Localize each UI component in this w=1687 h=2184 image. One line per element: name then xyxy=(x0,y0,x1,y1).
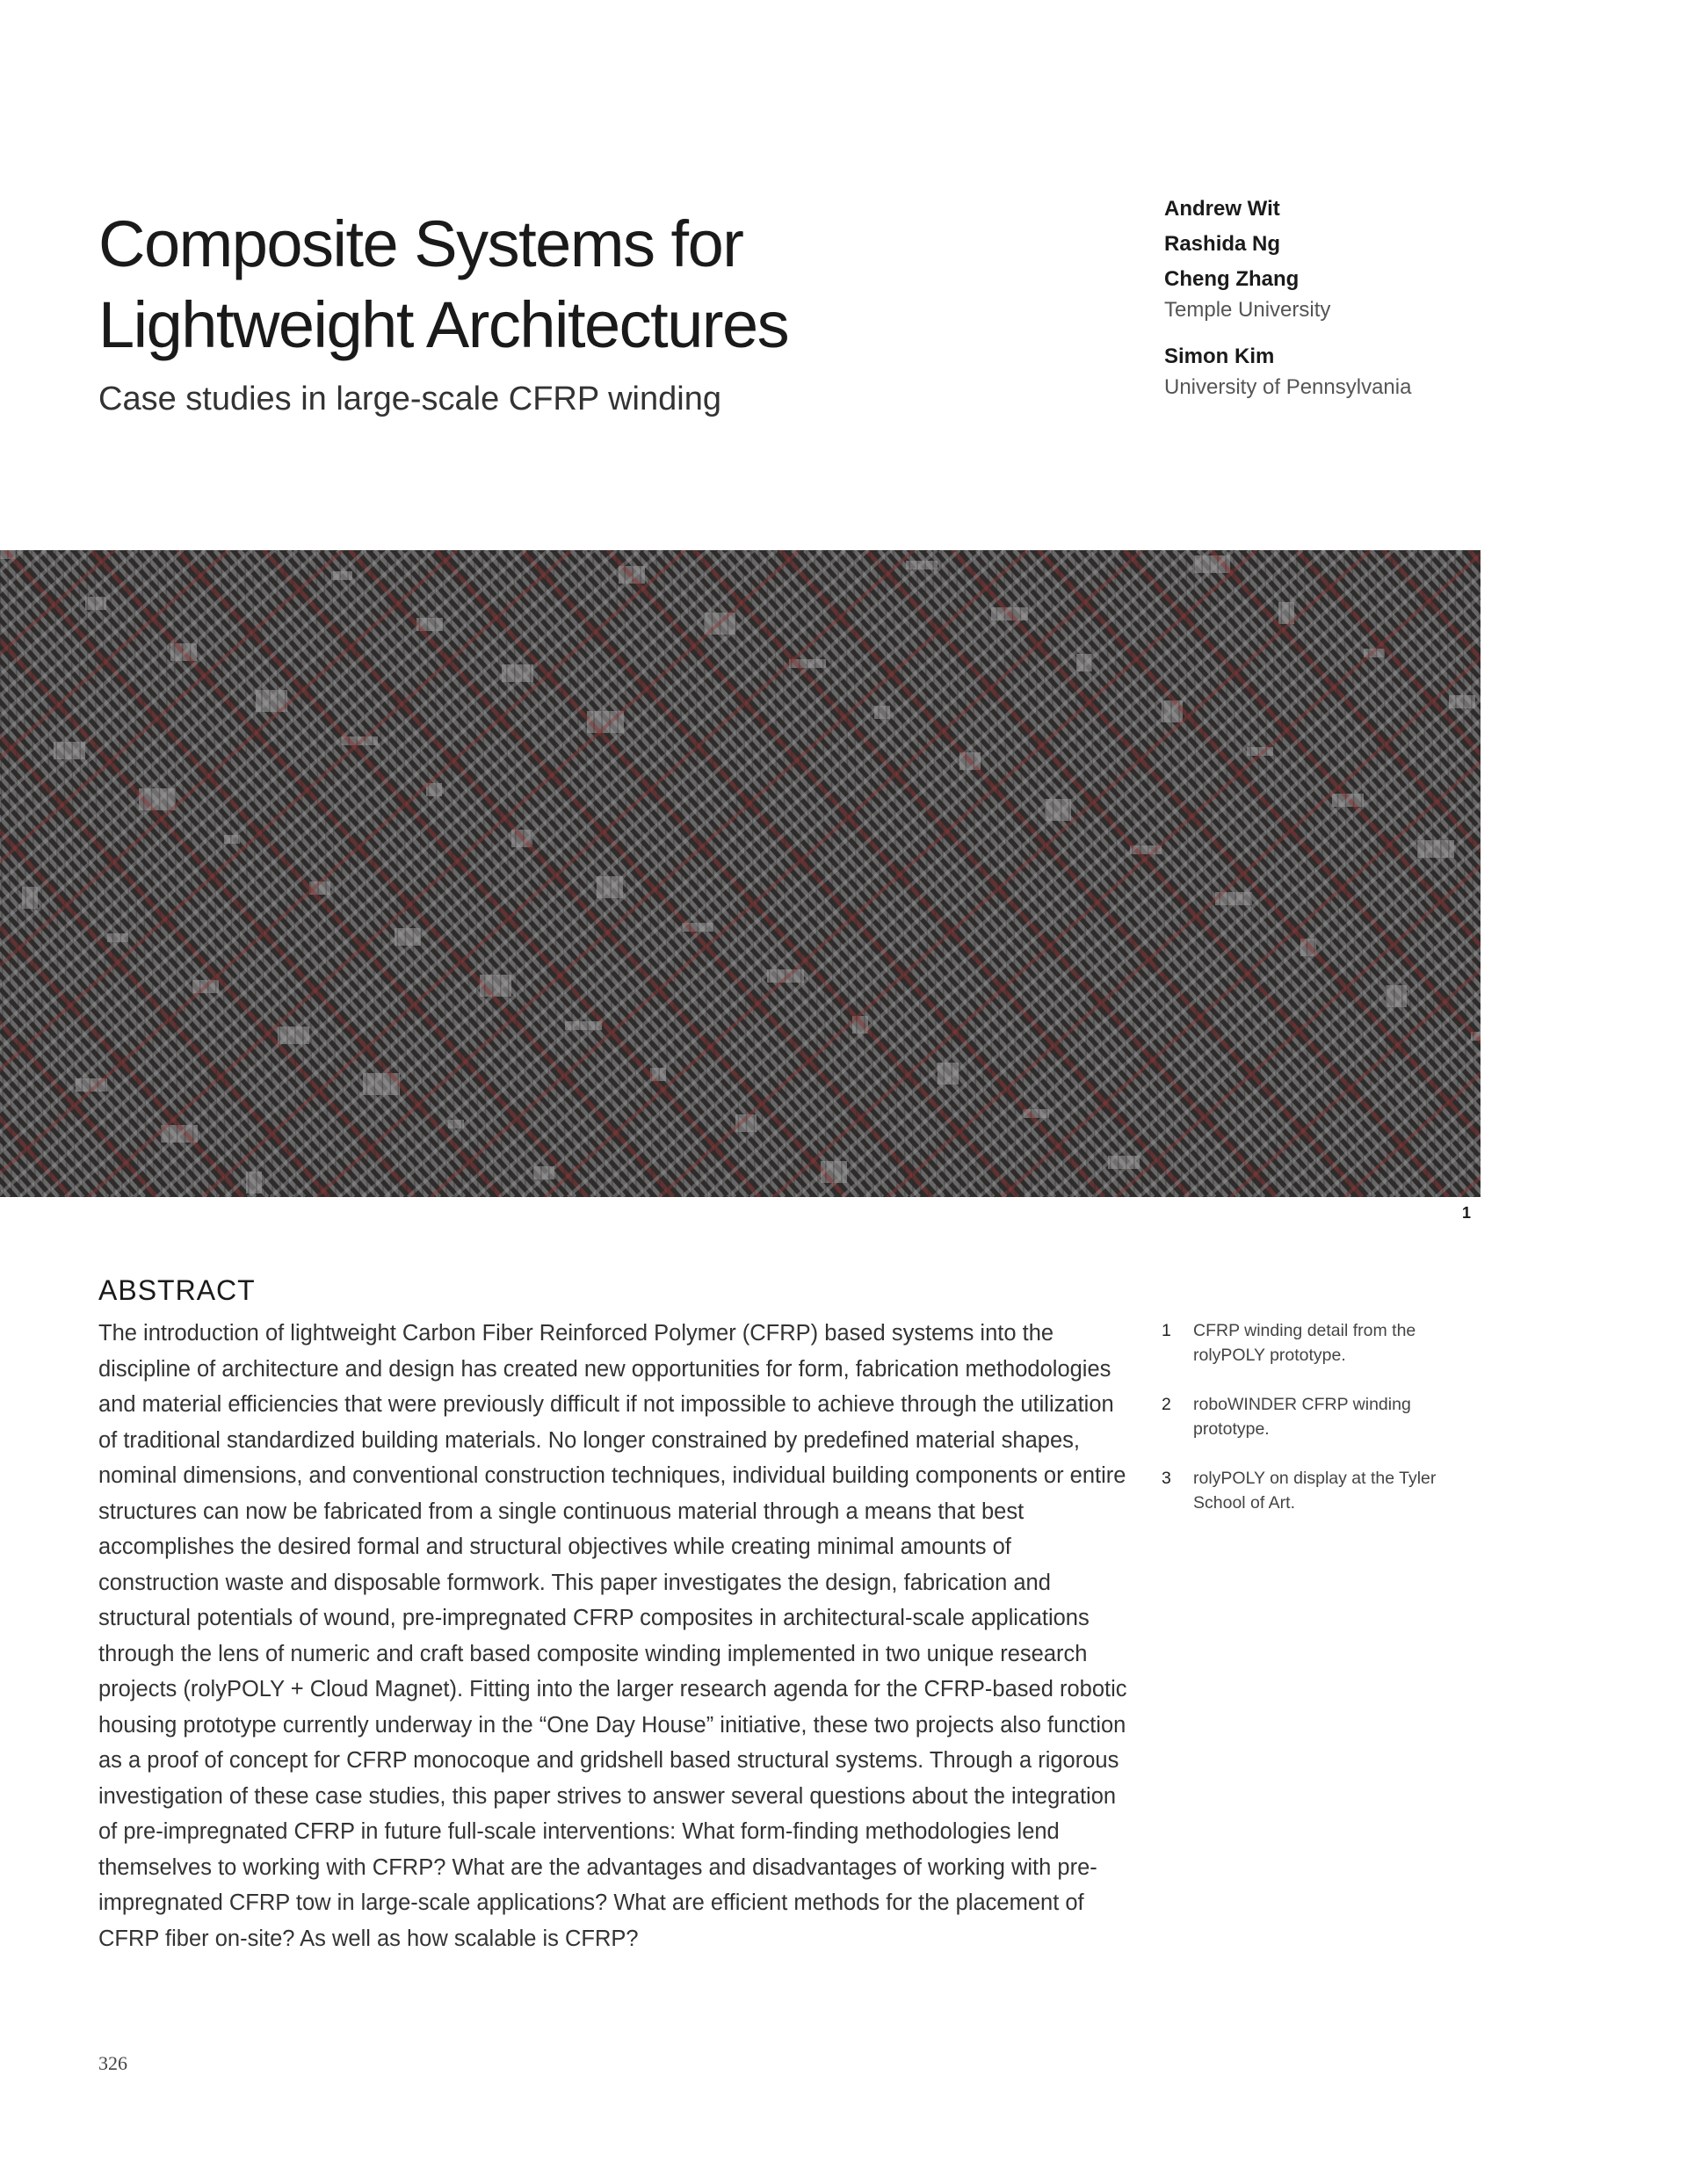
paper-subtitle: Case studies in large-scale CFRP winding xyxy=(98,381,721,417)
caption-number: 2 xyxy=(1162,1395,1171,1414)
caption-text: rolyPOLY on display at the Tyler School of Art. xyxy=(1193,1469,1437,1513)
author-name: Cheng Zhang xyxy=(1164,267,1300,291)
cfrp-winding-image xyxy=(0,550,1481,1197)
cfrp-winding-figure xyxy=(0,550,1481,1197)
paper-title: Composite Systems for Lightweight Architectures xyxy=(98,207,789,361)
caption-item xyxy=(1162,1392,1478,1441)
caption-text: CFRP winding detail from the rolyPOLY prototype. xyxy=(1193,1321,1416,1365)
abstract-body: The introduction of lightweight Carbon Fiber Reinforced Polymer (CFRP) based systems into the discipline of architecture and design has created new opportunities for form, fabrication methodologies and material efficiencies that were previously difficult if not impossible to achieve through the utilization of traditional standardized building materials. No longer constrained by predefined material shapes, nominal dimensions, and conventional construction techniques, individual building components or entire structures can now be fabricated from a single continuous material through a means that best accomplishes the desired formal and structural objectives while creating minimal amounts of construction waste and disposable formwork. This paper investigates the design, fabrication and structural potentials of wound, pre-impregnated CFRP composites in architectural-scale applications through the lens of numeric and craft based composite winding implemented in two unique research projects (rolyPOLY + Cloud Magnet). Fitting into the larger research agenda for the CFRP-based robotic housing prototype currently underway in the “One Day House” initiative, these two projects also function as a proof of concept for CFRP monocoque and gridshell based structural systems. Through a rigorous investigation of these case studies, this paper strives to answer several questions about the integration of pre-impregnated CFRP in future full-scale interventions: What form-finding methodologies lend themselves to working with CFRP? What are the advantages and disadvantages of working with pre-impregnated CFRP tow in large-scale applications? What are efficient methods for the placement of CFRP fiber on-site? As well as how scalable is CFRP? xyxy=(98,1321,1127,1951)
caption-number: 1 xyxy=(1162,1321,1171,1340)
author-affiliation: University of Pennsylvania xyxy=(1164,375,1412,399)
caption-item xyxy=(1162,1318,1478,1368)
caption-item xyxy=(1162,1466,1478,1515)
caption-number: 3 xyxy=(1162,1469,1171,1488)
author-name: Simon Kim xyxy=(1164,345,1275,368)
figure-captions xyxy=(1162,1318,1478,1540)
abstract-heading: ABSTRACT xyxy=(98,1274,256,1306)
figure-number: 1 xyxy=(1462,1204,1472,1222)
caption-text: roboWINDER CFRP winding prototype. xyxy=(1193,1395,1411,1439)
author-name: Rashida Ng xyxy=(1164,232,1281,256)
author-name: Andrew Wit xyxy=(1164,197,1280,221)
author-list xyxy=(1164,192,1533,401)
author-affiliation: Temple University xyxy=(1164,298,1331,322)
page-number: 326 xyxy=(98,2052,127,2074)
